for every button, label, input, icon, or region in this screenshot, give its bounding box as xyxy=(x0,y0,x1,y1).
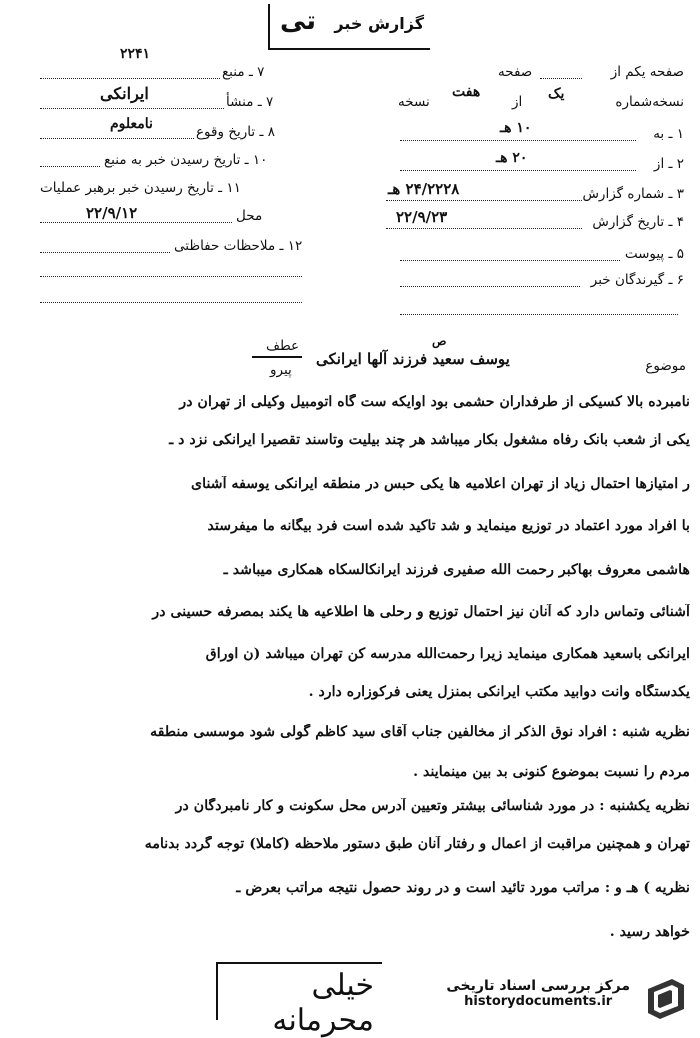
report-number-line xyxy=(386,200,582,201)
date-received-chief-label: ۱۱ ـ تاریخ رسیدن خبر برهبر عملیات xyxy=(40,180,241,196)
origin-value: ایرانکی xyxy=(100,84,149,103)
copy-suffix: نسخه xyxy=(398,94,430,110)
to-line xyxy=(400,140,636,141)
watermark-en: historydocuments.ir xyxy=(464,994,613,1009)
page-label: صفحه یکم از xyxy=(610,64,684,80)
report-date-label: ۴ ـ تاریخ گزارش xyxy=(592,214,684,230)
source-label: ۷ ـ منبع xyxy=(222,64,265,80)
report-number-label: ۳ ـ شماره گزارش xyxy=(582,186,684,202)
report-date-value: ۲۲/۹/۲۳ xyxy=(396,208,448,226)
watermark-logo-icon xyxy=(642,975,690,1023)
remarks-line-3 xyxy=(40,302,302,303)
body-line-2: یکی از شعب بانک رفاه مشغول بکار میباشد هر چند بیلیت وتاسند تقصیرا ایرانکی نزد د ـ xyxy=(169,432,690,448)
header-mark: تی xyxy=(280,6,317,36)
from-value: ۲۰ هـ xyxy=(496,150,528,166)
origin-line xyxy=(40,108,224,109)
subject-note: ص xyxy=(432,334,447,348)
remarks-line-1 xyxy=(40,252,170,253)
date-occurred-line xyxy=(40,138,194,139)
report-number-value: ۲۴/۲۲۲۸ هـ xyxy=(388,180,460,198)
body-line-4: با افراد مورد اعتماد در توزیع مینماید و شد تاکید شده است فرد بیگانه ما میفرستد xyxy=(207,518,690,534)
body-line-6: آشنائی وتماس دارد که آنان نیز احتمال توزیع و رحلی ها اطلاعیه ها یکند بمصرفه حسینی در xyxy=(152,604,690,620)
place-label: محل xyxy=(236,208,263,224)
header-title-box xyxy=(268,4,430,50)
attachment-label: ۵ ـ پیوست xyxy=(624,246,684,262)
attachment-line xyxy=(400,260,620,261)
date-occurred-value: نامعلوم xyxy=(110,116,153,132)
body-line-1: نامبرده بالا کسیکی از طرفداران حشمی بود اوایکه ست گاه اتومبیل وکیلی از تهران در xyxy=(179,394,690,410)
origin-label: ۷ ـ منشأ xyxy=(226,94,274,110)
page-suffix: صفحه xyxy=(498,64,533,80)
body-line-3: ر امتیازها احتمال زیاد از تهران اعلامیه ها یکی حبس در منطقه ایرانکی یوسفه آشنای xyxy=(191,476,690,492)
body-line-8: یکدستگاه وانت دوابید مکتب ایرانکی بمنزل یعنی فرکوزاره دارد . xyxy=(308,684,690,700)
from-label: ۲ ـ از xyxy=(653,156,684,172)
date-received-chief-value: ۲۲/۹/۱۲ xyxy=(86,204,138,222)
body-line-11: نظریه یکشنبه : در مورد شناسائی بیشتر وتعیین آدرس محل سکونت و کار نامبردگان در xyxy=(175,798,690,814)
copy-of-value: هفت xyxy=(452,84,481,100)
body-line-14: خواهد رسید . xyxy=(609,924,690,940)
classification-stamp: خیلی محرمانه xyxy=(272,968,374,1038)
body-line-12: تهران و همچنین مراقبت از اعمال و رفتار آنان طبق دستور ملاحظه (کاملا) توجه گردد بدنامه xyxy=(144,836,690,852)
copy-value: یک xyxy=(548,86,565,102)
recipients-line-2 xyxy=(400,314,678,315)
date-received-source-label: ۱۰ ـ تاریخ رسیدن خبر به منبع xyxy=(104,152,268,168)
body-line-5: هاشمی معروف بهاکبر رحمت الله صفیری فرزند ایرانکالسکاه همکاری میباشد ـ xyxy=(223,562,690,578)
date-received-chief-line xyxy=(40,222,232,223)
subject-value: یوسف سعید فرزند آلها ایرانکی xyxy=(316,350,510,368)
copy-of: از xyxy=(512,94,523,110)
page-line xyxy=(540,78,582,79)
source-value: ۲۲۴۱ xyxy=(120,46,151,62)
source-line xyxy=(40,78,220,79)
copy-label: نسخه‌شماره xyxy=(615,94,684,110)
date-occurred-label: ۸ ـ تاریخ وقوع xyxy=(196,124,275,140)
body-line-13: نظریه ) هـ و : مراتب مورد تائید است و در روند حصول نتیجه مراتب بعرض ـ xyxy=(236,880,690,896)
body-line-9: نظریه شنبه : افراد نوق الذکر از مخالفین جناب آقای سید کاظم گولی شود موسسی منطقه xyxy=(150,724,690,740)
subject-label: موضوع xyxy=(645,358,686,374)
remarks-label: ۱۲ ـ ملاحظات حفاظتی xyxy=(174,238,303,254)
date-received-source-line xyxy=(40,166,100,167)
peyro-label: پیرو xyxy=(270,362,292,378)
atf-divider xyxy=(252,356,302,358)
body-line-10: مردم را نسبت بموضوع کنونی بد بین مینمایند . xyxy=(413,764,690,780)
remarks-line-2 xyxy=(40,276,302,277)
to-value: ۱۰ هـ xyxy=(500,120,532,136)
recipients-label: ۶ ـ گیرندگان خبر xyxy=(590,272,684,288)
atf-label: عطف xyxy=(266,338,300,354)
from-line xyxy=(400,170,636,171)
report-date-line xyxy=(386,228,582,229)
body-line-7: ایرانکی باسعید همکاری مینماید زیرا رحمت‌الله مدرسه کن تهران میباشد (ن اوراق xyxy=(205,646,690,662)
classification-box xyxy=(216,962,382,1038)
to-label: ۱ ـ به xyxy=(653,126,684,142)
watermark xyxy=(446,978,630,1009)
recipients-line-1 xyxy=(400,286,580,287)
watermark-fa: مرکز بررسی اسناد تاریخی xyxy=(446,978,630,994)
header-title: گزارش خبر xyxy=(334,14,424,33)
